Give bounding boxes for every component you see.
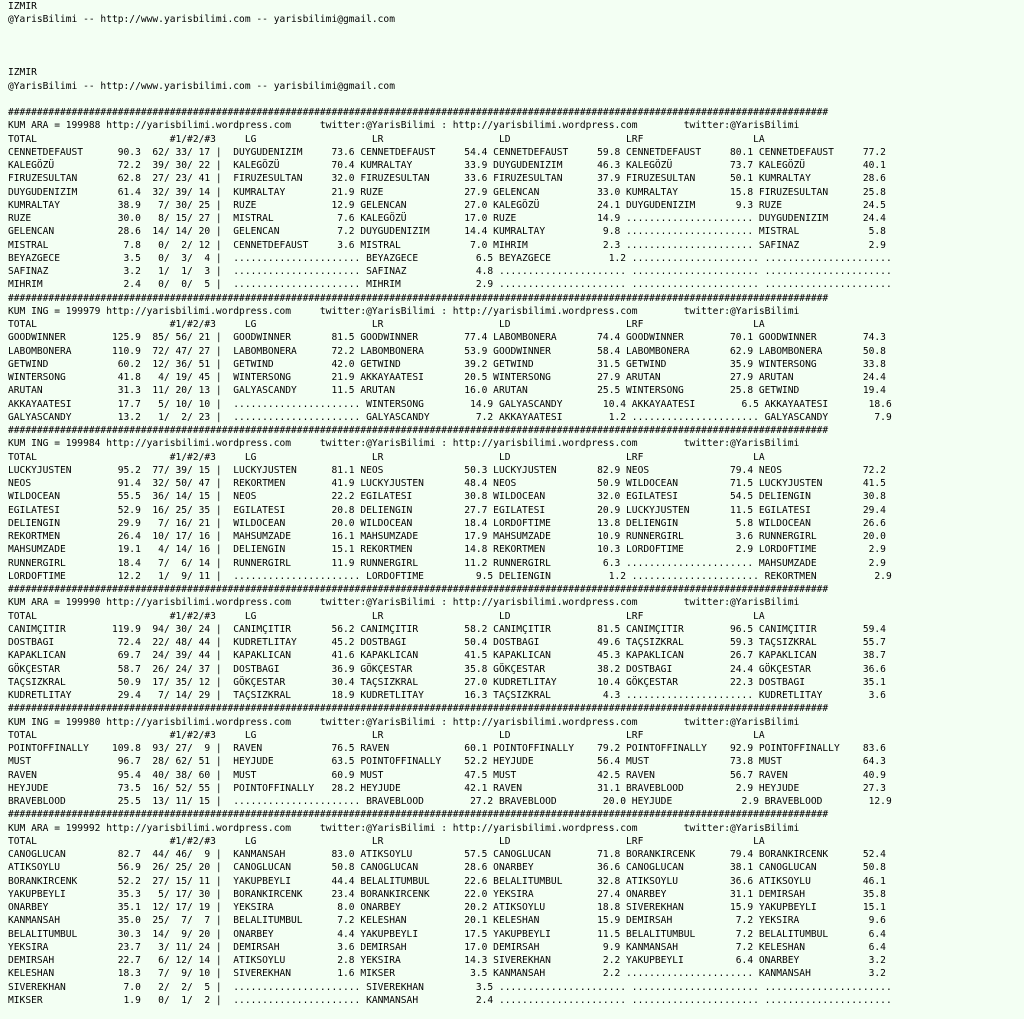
- text-line: DOSTBAGI 72.4 22/ 48/ 44 | KUDRETLITAY 45.2 DOSTBAGI 50.4 DOSTBAGI 49.6 TAÇSIZKRAL 59.3 TAÇSIZKRAL 55.7: [8, 637, 886, 648]
- text-line: SAFINAZ 3.2 1/ 1/ 3 | ...................... SAFINAZ 4.8 ...................... ...................... ......................: [8, 266, 892, 277]
- text-line: KUM ING = 199984 http://yarisbilimi.wordpress.com twitter:@YarisBilimi : http://yarisbilimi.wordpress.com twitter:@YarisBilimi: [8, 438, 800, 450]
- text-line: BELALITUMBUL 30.3 14/ 9/ 20 | ONARBEY 4.4 YAKUPBEYLI 17.5 YAKUPBEYLI 11.5 BELALITUMBUL 7.2 BELALITUMBUL 6.4: [8, 928, 886, 940]
- text-line: ##############################################################################################################################################: [8, 107, 829, 118]
- text-line: EGILATESI 52.9 16/ 25/ 35 | EGILATESI 20.8 DELIENGIN 27.7 EGILATESI 20.9 LUCKYJUSTEN 11.5 EGILATESI 29.4: [8, 504, 886, 516]
- text-line: ##############################################################################################################################################: [8, 584, 829, 595]
- text-line: [0, 27, 1024, 40]
- text-line: GETWIND 60.2 12/ 36/ 51 | GETWIND 42.0 GETWIND 39.2 GETWIND 31.5 GETWIND 35.9 WINTERSONG 33.8: [8, 358, 886, 370]
- text-line: @YarisBilimi -- http://www.yarisbilimi.com -- yarisbilimi@gmail.com: [8, 14, 395, 26]
- text-line: BEYAZGECE 3.5 0/ 3/ 4 | ...................... BEYAZGECE 6.5 BEYAZGECE 1.2 ...................... ......................: [8, 252, 892, 264]
- text-line: POINTOFFINALLY 109.8 93/ 27/ 9 | RAVEN 76.5 RAVEN 60.1 POINTOFFINALLY 79.2 POINTOFFINALLY 92.9 POINTOFFINALLY 83.6: [8, 743, 886, 754]
- text-line: KUM ARA = 199992 http://yarisbilimi.wordpress.com twitter:@YarisBilimi : http://yarisbilimi.wordpress.com twitter:@YarisBilimi: [8, 822, 800, 834]
- text-line: ##############################################################################################################################################: [8, 703, 829, 715]
- text-line: TOTAL #1/#2/#3 LG LR LD LRF LA: [8, 610, 765, 622]
- text-line: [0, 53, 1024, 66]
- text-line: KALEGÖZÜ 72.2 39/ 30/ 22 | KALEGÖZÜ 70.4 KUMRALTAY 33.9 DUYGUDENIZIM 46.3 KALEGÖZÜ 73.7 KALEGÖZÜ 40.1: [8, 160, 886, 171]
- text-line: DEMIRSAH 22.7 6/ 12/ 14 | ATIKSOYLU 2.8 YEKSIRA 14.3 SIVEREKHAN 2.2 YAKUPBEYLI 6.4 ONARBEY 3.2: [8, 955, 886, 966]
- text-line: [0, 40, 1024, 53]
- text-line: RAVEN 95.4 40/ 38/ 60 | MUST 60.9 MUST 47.5 MUST 42.5 RAVEN 56.7 RAVEN 40.9: [8, 769, 886, 781]
- text-line: IZMIR: [8, 1, 37, 12]
- text-line: MAHSUMZADE 19.1 4/ 14/ 16 | DELIENGIN 15.1 REKORTMEN 14.8 REKORTMEN 10.3 LORDOFTIME 2.9 LORDOFTIME 2.9: [8, 544, 886, 556]
- text-line: MIKSER 1.9 0/ 1/ 2 | ...................... KANMANSAH 2.4 ...................... ...................... ......................: [8, 994, 892, 1006]
- text-line: CENNETDEFAUST 90.3 62/ 33/ 17 | DUYGUDENIZIM 73.6 CENNETDEFAUST 54.4 CENNETDEFAUST 59.8 CENNETDEFAUST 80.1 CENNETDEFAUST 77.2: [8, 146, 886, 158]
- text-line: KUM ARA = 199988 http://yarisbilimi.wordpress.com twitter:@YarisBilimi : http://yarisbilimi.wordpress.com twitter:@YarisBilimi: [8, 120, 800, 132]
- text-line: CANOGLUCAN 82.7 44/ 46/ 9 | KANMANSAH 83.0 ATIKSOYLU 57.5 CANOGLUCAN 71.8 BORANKIRCENK 79.4 BORANKIRCENK 52.4: [8, 849, 886, 860]
- text-line: MIHRIM 2.4 0/ 0/ 5 | ...................... MIHRIM 2.9 ...................... ...................... ......................: [8, 279, 892, 291]
- text-line: LABOMBONERA 110.9 72/ 47/ 27 | LABOMBONERA 72.2 LABOMBONERA 53.9 GOODWINNER 58.4 LABOMBONERA 62.9 LABOMBONERA 50.8: [8, 345, 886, 357]
- text-line: TOTAL #1/#2/#3 LG LR LD LRF LA: [8, 451, 765, 463]
- text-line: BRAVEBLOOD 25.5 13/ 11/ 15 | ...................... BRAVEBLOOD 27.2 BRAVEBLOOD 20.0 HEYJUDE 2.9 BRAVEBLOOD 12.9: [8, 796, 892, 807]
- text-line: TOTAL #1/#2/#3 LG LR LD LRF LA: [8, 835, 765, 847]
- text-line: KUDRETLITAY 29.4 7/ 14/ 29 | TAÇSIZKRAL 18.9 KUDRETLITAY 16.3 TAÇSIZKRAL 4.3 ...................... KUDRETLITAY 3.6: [8, 690, 886, 701]
- text-line: IZMIR: [8, 67, 37, 79]
- text-line: RUZE 30.0 8/ 15/ 27 | MISTRAL 7.6 KALEGÖZÜ 17.0 RUZE 14.9 ...................... DUYGUDENIZIM 24.4: [8, 213, 886, 224]
- text-line: MISTRAL 7.8 0/ 2/ 12 | CENNETDEFAUST 3.6 MISTRAL 7.0 MIHRIM 2.3 ...................... SAFINAZ 2.9: [8, 239, 886, 251]
- text-line: BORANKIRCENK 52.2 27/ 15/ 11 | YAKUPBEYLI 44.4 BELALITUMBUL 22.6 BELALITUMBUL 32.8 ATIKSOYLU 36.6 ATIKSOYLU 46.1: [8, 875, 886, 887]
- text-line: TOTAL #1/#2/#3 LG LR LD LRF LA: [8, 133, 765, 145]
- text-line: LUCKYJUSTEN 95.2 77/ 39/ 15 | LUCKYJUSTEN 81.1 NEOS 50.3 LUCKYJUSTEN 82.9 NEOS 79.4 NEOS 72.2: [8, 464, 886, 476]
- text-line: NEOS 91.4 32/ 50/ 47 | REKORTMEN 41.9 LUCKYJUSTEN 48.4 NEOS 50.9 WILDOCEAN 71.5 LUCKYJUSTEN 41.5: [8, 478, 886, 489]
- text-line: GÖKÇESTAR 58.7 26/ 24/ 37 | DOSTBAGI 36.9 GÖKÇESTAR 35.8 GÖKÇESTAR 38.2 DOSTBAGI 24.4 GÖKÇESTAR 36.6: [8, 663, 886, 675]
- text-line: MUST 96.7 28/ 62/ 51 | HEYJUDE 63.5 POINTOFFINALLY 52.2 HEYJUDE 56.4 MUST 73.8 MUST 64.3: [8, 756, 886, 768]
- text-line: TOTAL #1/#2/#3 LG LR LD LRF LA: [8, 729, 765, 741]
- text-line: KELESHAN 18.3 7/ 9/ 10 | SIVEREKHAN 1.6 MIKSER 3.5 KANMANSAH 2.2 ...................... KANMANSAH 3.2: [8, 968, 886, 980]
- text-line: AKKAYAATESI 17.7 5/ 10/ 10 | ...................... WINTERSONG 14.9 GALYASCANDY 10.4 AKKAYAATESI 6.5 AKKAYAATESI 18.6: [8, 398, 892, 410]
- text-line: REKORTMEN 26.4 10/ 17/ 16 | MAHSUMZADE 16.1 MAHSUMZADE 17.9 MAHSUMZADE 10.9 RUNNERGIRL 3.6 RUNNERGIRL 20.0: [8, 531, 886, 542]
- text-line: ##############################################################################################################################################: [8, 292, 829, 304]
- text-line: TAÇSIZKRAL 50.9 17/ 35/ 12 | GÖKÇESTAR 30.4 TAÇSIZKRAL 27.0 KUDRETLITAY 10.4 GÖKÇESTAR 22.3 DOSTBAGI 35.1: [8, 676, 886, 688]
- text-line: WILDOCEAN 55.5 36/ 14/ 15 | NEOS 22.2 EGILATESI 30.8 WILDOCEAN 32.0 EGILATESI 54.5 DELIENGIN 30.8: [8, 491, 886, 503]
- text-line: DELIENGIN 29.9 7/ 16/ 21 | WILDOCEAN 20.0 WILDOCEAN 18.4 LORDOFTIME 13.8 DELIENGIN 5.8 WILDOCEAN 26.6: [8, 517, 886, 529]
- text-line: KUM ING = 199979 http://yarisbilimi.wordpress.com twitter:@YarisBilimi : http://yarisbilimi.wordpress.com twitter:@YarisBilimi: [8, 305, 800, 317]
- text-line: KAPAKLICAN 69.7 24/ 39/ 44 | KAPAKLICAN 41.6 KAPAKLICAN 41.5 KAPAKLICAN 45.3 KAPAKLICAN 26.7 KAPAKLICAN 38.7: [8, 650, 886, 662]
- text-line: WINTERSONG 41.8 4/ 19/ 45 | WINTERSONG 21.9 AKKAYAATESI 20.5 WINTERSONG 27.9 ARUTAN 27.9 ARUTAN 24.4: [8, 372, 886, 383]
- text-line: GALYASCANDY 13.2 1/ 2/ 23 | ...................... GALYASCANDY 7.2 AKKAYAATESI 1.2 ...................... GALYASCANDY 7.9: [8, 411, 892, 423]
- text-line: YAKUPBEYLI 35.3 5/ 17/ 30 | BORANKIRCENK 23.4 BORANKIRCENK 22.0 YEKSIRA 27.4 ONARBEY 31.1 DEMIRSAH 35.8: [8, 888, 886, 900]
- text-line: YEKSIRA 23.7 3/ 11/ 24 | DEMIRSAH 3.6 DEMIRSAH 17.0 DEMIRSAH 9.9 KANMANSAH 7.2 KELESHAN 6.4: [8, 941, 886, 953]
- text-line: KANMANSAH 35.0 25/ 7/ 7 | BELALITUMBUL 7.2 KELESHAN 20.1 KELESHAN 15.9 DEMIRSAH 7.2 YEKSIRA 9.6: [8, 915, 886, 927]
- text-line: ONARBEY 35.1 12/ 17/ 19 | YEKSIRA 8.0 ONARBEY 20.2 ATIKSOYLU 18.8 SIVEREKHAN 15.9 YAKUPBEYLI 15.1: [8, 902, 886, 913]
- text-line: FIRUZESULTAN 62.8 27/ 23/ 41 | FIRUZESULTAN 32.0 FIRUZESULTAN 33.6 FIRUZESULTAN 37.9 FIRUZESULTAN 50.1 KUMRALTAY 28.6: [8, 173, 886, 185]
- text-line: HEYJUDE 73.5 16/ 52/ 55 | POINTOFFINALLY 28.2 HEYJUDE 42.1 RAVEN 31.1 BRAVEBLOOD 2.9 HEYJUDE 27.3: [8, 782, 886, 794]
- text-line: RUNNERGIRL 18.4 7/ 6/ 14 | RUNNERGIRL 11.9 RUNNERGIRL 11.2 RUNNERGIRL 6.3 ...................... MAHSUMZADE 2.9: [8, 557, 886, 569]
- text-line: KUM ING = 199980 http://yarisbilimi.wordpress.com twitter:@YarisBilimi : http://yarisbilimi.wordpress.com twitter:@YarisBilimi: [8, 716, 800, 728]
- text-line: ATIKSOYLU 56.9 26/ 25/ 20 | CANOGLUCAN 50.8 CANOGLUCAN 28.6 ONARBEY 36.6 CANOGLUCAN 38.1 CANOGLUCAN 50.8: [8, 862, 886, 874]
- text-line: SIVEREKHAN 7.0 2/ 2/ 5 | ...................... SIVEREKHAN 3.5 ...................... ...................... ......................: [8, 981, 892, 993]
- text-line: @YarisBilimi -- http://www.yarisbilimi.com -- yarisbilimi@gmail.com: [8, 80, 395, 92]
- text-line: ##############################################################################################################################################: [8, 425, 829, 436]
- text-line: [0, 93, 1024, 106]
- text-line: KUM ARA = 199990 http://yarisbilimi.wordpress.com twitter:@YarisBilimi : http://yarisbilimi.wordpress.com twitter:@YarisBilimi: [8, 597, 800, 609]
- text-line: ##############################################################################################################################################: [8, 809, 829, 821]
- text-line: TOTAL #1/#2/#3 LG LR LD LRF LA: [8, 319, 765, 330]
- text-line: KUMRALTAY 38.9 7/ 30/ 25 | RUZE 12.9 GELENCAN 27.0 KALEGÖZÜ 24.1 DUYGUDENIZIM 9.3 RUZE 24.5: [8, 199, 886, 211]
- text-line: GELENCAN 28.6 14/ 14/ 20 | GELENCAN 7.2 DUYGUDENIZIM 14.4 KUMRALTAY 9.8 ...................... MISTRAL 5.8: [8, 226, 886, 238]
- text-line: ARUTAN 31.3 11/ 20/ 13 | GALYASCANDY 11.5 ARUTAN 16.0 ARUTAN 25.5 WINTERSONG 25.8 GETWIND 19.4: [8, 385, 886, 397]
- text-line: LORDOFTIME 12.2 1/ 9/ 11 | ...................... LORDOFTIME 9.5 DELIENGIN 1.2 ...................... REKORTMEN 2.9: [8, 570, 892, 582]
- text-line: GOODWINNER 125.9 85/ 56/ 21 | GOODWINNER 81.5 GOODWINNER 77.4 LABOMBONERA 74.4 GOODWINNER 70.1 GOODWINNER 74.3: [8, 332, 886, 344]
- text-line: DUYGUDENIZIM 61.4 32/ 39/ 14 | KUMRALTAY 21.9 RUZE 27.9 GELENCAN 33.0 KUMRALTAY 15.8 FIRUZESULTAN 25.8: [8, 186, 886, 198]
- text-line: CANIMÇITIR 119.9 94/ 30/ 24 | CANIMÇITIR 56.2 CANIMÇITIR 58.2 CANIMÇITIR 81.5 CANIMÇITIR 96.5 CANIMÇITIR 59.4: [8, 623, 886, 635]
